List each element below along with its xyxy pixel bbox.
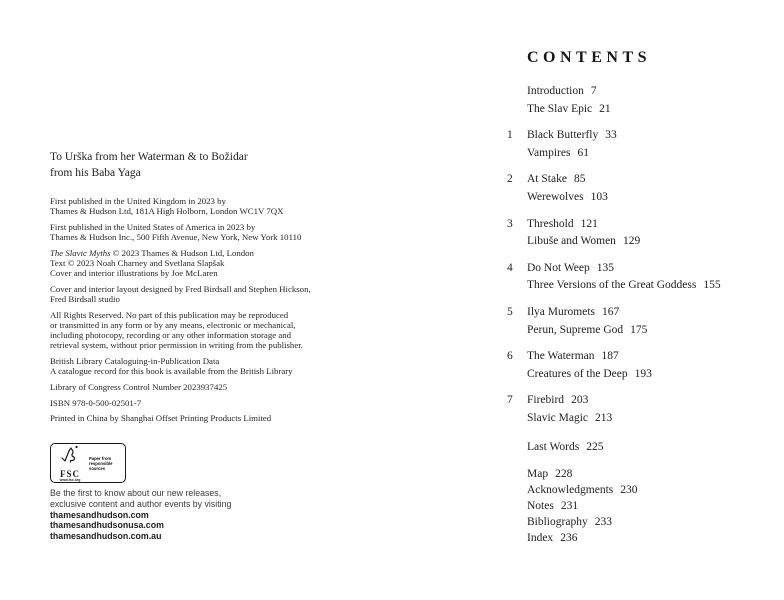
toc-entry-title: Black Butterfly <box>527 129 599 142</box>
chapter-number: 6 <box>507 350 513 363</box>
chapter-4-entry <box>507 260 737 295</box>
chapter-number-spacer <box>507 439 527 457</box>
fsc-url: www.fsc.org <box>59 477 81 482</box>
toc-entry-page: 129 <box>622 235 641 248</box>
toc-entry-title: The Slav Epic <box>527 102 593 115</box>
rights-paragraph <box>50 310 360 351</box>
chapter-number-spacer <box>507 498 527 514</box>
publisher-website-au: thamesandhudson.com.au <box>50 531 162 542</box>
toc-entry <box>507 439 737 457</box>
toc-entry <box>507 127 737 145</box>
toc-entry-page: 193 <box>634 367 652 380</box>
chapter-number-spacer <box>507 233 527 251</box>
toc-entry <box>507 189 737 207</box>
colophon-line: All Rights Reserved. No part of this publication may be reproduced <box>50 309 289 320</box>
chapter-7-entry <box>507 392 737 427</box>
toc-entry-title: Threshold <box>527 217 574 230</box>
chapter-number-spacer <box>507 482 527 498</box>
toc-entry <box>507 466 737 482</box>
dedication-line: from his Baba Yaga <box>50 166 141 179</box>
colophon-line: Cover and interior illustrations by Joe McLaren <box>50 268 218 279</box>
colophon-line: Thames & Hudson Ltd, 181A High Holborn, London WC1V 7QX <box>50 206 284 217</box>
chapter-number-spacer <box>507 366 527 384</box>
publisher-promo <box>50 488 231 542</box>
toc-entry-title: Werewolves <box>527 190 584 203</box>
chapter-number-spacer <box>507 145 527 163</box>
toc-entry <box>507 392 737 410</box>
chapter-number-spacer <box>507 466 527 482</box>
toc-entry-page: 21 <box>599 102 611 115</box>
chapter-5-entry <box>507 304 737 339</box>
front-matter <box>507 83 737 118</box>
toc-entry-page: 7 <box>590 85 597 97</box>
toc-entry-title: The Waterman <box>527 350 595 363</box>
toc-entry-page: 233 <box>594 516 612 529</box>
dedication <box>50 150 248 181</box>
toc-entry-title: Slavic Magic <box>527 411 588 424</box>
publisher-website-uk: thamesandhudson.com <box>50 509 149 520</box>
toc-entry <box>507 322 737 340</box>
chapter-number <box>507 101 527 119</box>
toc-entry <box>507 101 737 119</box>
colophon <box>50 196 360 429</box>
toc-entry <box>507 277 737 295</box>
colophon-line: Cover and interior layout designed by Fred Birdsall and Stephen Hickson, <box>50 283 311 294</box>
toc-entry-page: 203 <box>571 394 589 407</box>
dedication-line: To Urška from her Waterman & to Božidar <box>50 151 248 163</box>
toc-entry <box>507 216 737 234</box>
toc-entry-page: 61 <box>577 146 589 159</box>
toc-entry-title: Introduction <box>527 85 584 97</box>
chapter-number-spacer <box>507 530 527 546</box>
toc-entry-page: 103 <box>590 190 608 203</box>
toc-entry-title: Map <box>527 468 549 481</box>
toc-entry-title: Firebird <box>527 394 565 407</box>
chapter-number-spacer <box>507 189 527 207</box>
chapter-number: 7 <box>507 394 513 407</box>
colophon-line: Thames & Hudson Inc., 500 Fifth Avenue, New York, New York 10110 <box>50 232 302 243</box>
toc-entry-title: Libuše and Women <box>527 235 616 248</box>
colophon-line: A catalogue record for this book is available from the British Library <box>50 366 293 377</box>
fsc-logo <box>55 445 85 482</box>
toc-entry-title: Notes <box>527 500 554 513</box>
chapter-number: 1 <box>507 129 513 142</box>
chapter-number: 5 <box>507 305 513 318</box>
promo-line: Be the first to know about our new releases, <box>50 488 222 498</box>
toc-entry-page: 225 <box>586 440 604 453</box>
colophon-line: retrieval system, without prior permission in writing from the publisher. <box>50 340 303 351</box>
toc-entry-title: Bibliography <box>527 516 588 529</box>
toc-entry-page: 230 <box>620 484 638 497</box>
toc-entry-title: At Stake <box>527 173 567 186</box>
toc-entry <box>507 233 737 251</box>
chapter-number: 4 <box>507 261 513 274</box>
book-title: The Slavic Myths <box>50 247 111 258</box>
chapter-6-entry <box>507 348 737 383</box>
toc-entry <box>507 410 737 428</box>
chapter-number: 2 <box>507 173 513 186</box>
last-words-entry <box>507 439 737 457</box>
toc-entry-page: 236 <box>560 532 578 545</box>
toc-entry-title: Creatures of the Deep <box>527 367 628 380</box>
toc-entry-page: 228 <box>555 468 573 481</box>
back-matter <box>507 466 737 546</box>
publisher-uk-paragraph <box>50 196 360 216</box>
chapter-number-spacer <box>507 514 527 530</box>
colophon-line: © 2023 Thames & Hudson Ltd, London <box>110 247 254 258</box>
toc-entry-title: Acknowledgments <box>527 484 614 497</box>
toc-entry-title: Last Words <box>527 440 580 453</box>
toc-entry-page: 155 <box>703 279 721 292</box>
fsc-label <box>50 443 126 483</box>
chapter-1-entry <box>507 127 737 162</box>
loc-number: Library of Congress Control Number 2023937425 <box>50 382 228 393</box>
chapter-2-entry <box>507 171 737 206</box>
fsc-tree-icon <box>59 445 81 465</box>
toc-entry-title: Ilya Muromets <box>527 305 596 318</box>
toc-entry-page: 33 <box>605 129 617 142</box>
printed-in: Printed in China by Shanghai Offset Printing Products Limited <box>50 413 272 424</box>
chapter-number-spacer <box>507 277 527 295</box>
promo-line: exclusive content and author events by visiting <box>50 498 232 509</box>
table-of-contents <box>507 83 737 546</box>
colophon-line: or transmitted in any form or by any means, electronic or mechanical, <box>50 320 296 331</box>
publisher-us-paragraph <box>50 222 360 242</box>
colophon-line: including photocopy, recording or any other information storage and <box>50 330 292 341</box>
toc-entry <box>507 145 737 163</box>
toc-entry <box>507 260 737 278</box>
fsc-acronym: FSC <box>59 468 80 479</box>
fsc-label-text: Paper from responsible sources <box>89 455 113 471</box>
toc-entry <box>507 530 737 546</box>
toc-entry <box>507 366 737 384</box>
toc-entry-page: 175 <box>630 323 648 336</box>
chapter-number: 3 <box>507 217 513 230</box>
colophon-line: Fred Birdsall studio <box>50 294 120 305</box>
toc-entry <box>507 482 737 498</box>
toc-entry-page: 167 <box>602 305 620 318</box>
chapter-number <box>507 83 527 101</box>
toc-entry-title: Do Not Weep <box>527 261 590 274</box>
toc-entry <box>507 498 737 514</box>
toc-entry-title: Index <box>527 532 554 545</box>
toc-entry <box>507 304 737 322</box>
colophon-line: British Library Cataloguing-in-Publication Data <box>50 356 220 367</box>
toc-entry <box>507 514 737 530</box>
toc-entry-page: 231 <box>560 500 579 513</box>
toc-entry-title: Vampires <box>527 146 571 159</box>
toc-entry-page: 135 <box>596 261 614 274</box>
chapter-3-entry <box>507 216 737 251</box>
isbn: ISBN 978-0-500-02501-7 <box>50 397 142 408</box>
chapter-number-spacer <box>507 322 527 340</box>
toc-entry <box>507 171 737 189</box>
publisher-website-usa: thamesandhudsonusa.com <box>50 520 164 531</box>
copyright-paragraph <box>50 248 360 279</box>
toc-entry <box>507 83 737 101</box>
design-credit-paragraph <box>50 284 360 304</box>
colophon-line: First published in the United States of America in 2023 by <box>50 221 256 232</box>
toc-entry-page: 213 <box>595 411 613 424</box>
british-library-paragraph <box>50 356 360 376</box>
contents-heading: CONTENTS <box>527 49 652 66</box>
toc-entry-page: 187 <box>601 350 619 363</box>
chapter-number-spacer <box>507 410 527 428</box>
toc-entry-title: Perun, Supreme God <box>527 323 624 336</box>
colophon-line: Text © 2023 Noah Charney and Svetlana Slapšak <box>50 258 225 269</box>
toc-entry-page: 85 <box>573 173 586 186</box>
toc-entry-title: Three Versions of the Great Goddess <box>527 279 697 292</box>
colophon-line: First published in the United Kingdom in 2023 by <box>50 196 226 206</box>
toc-entry <box>507 348 737 366</box>
toc-entry-page: 121 <box>580 217 598 230</box>
